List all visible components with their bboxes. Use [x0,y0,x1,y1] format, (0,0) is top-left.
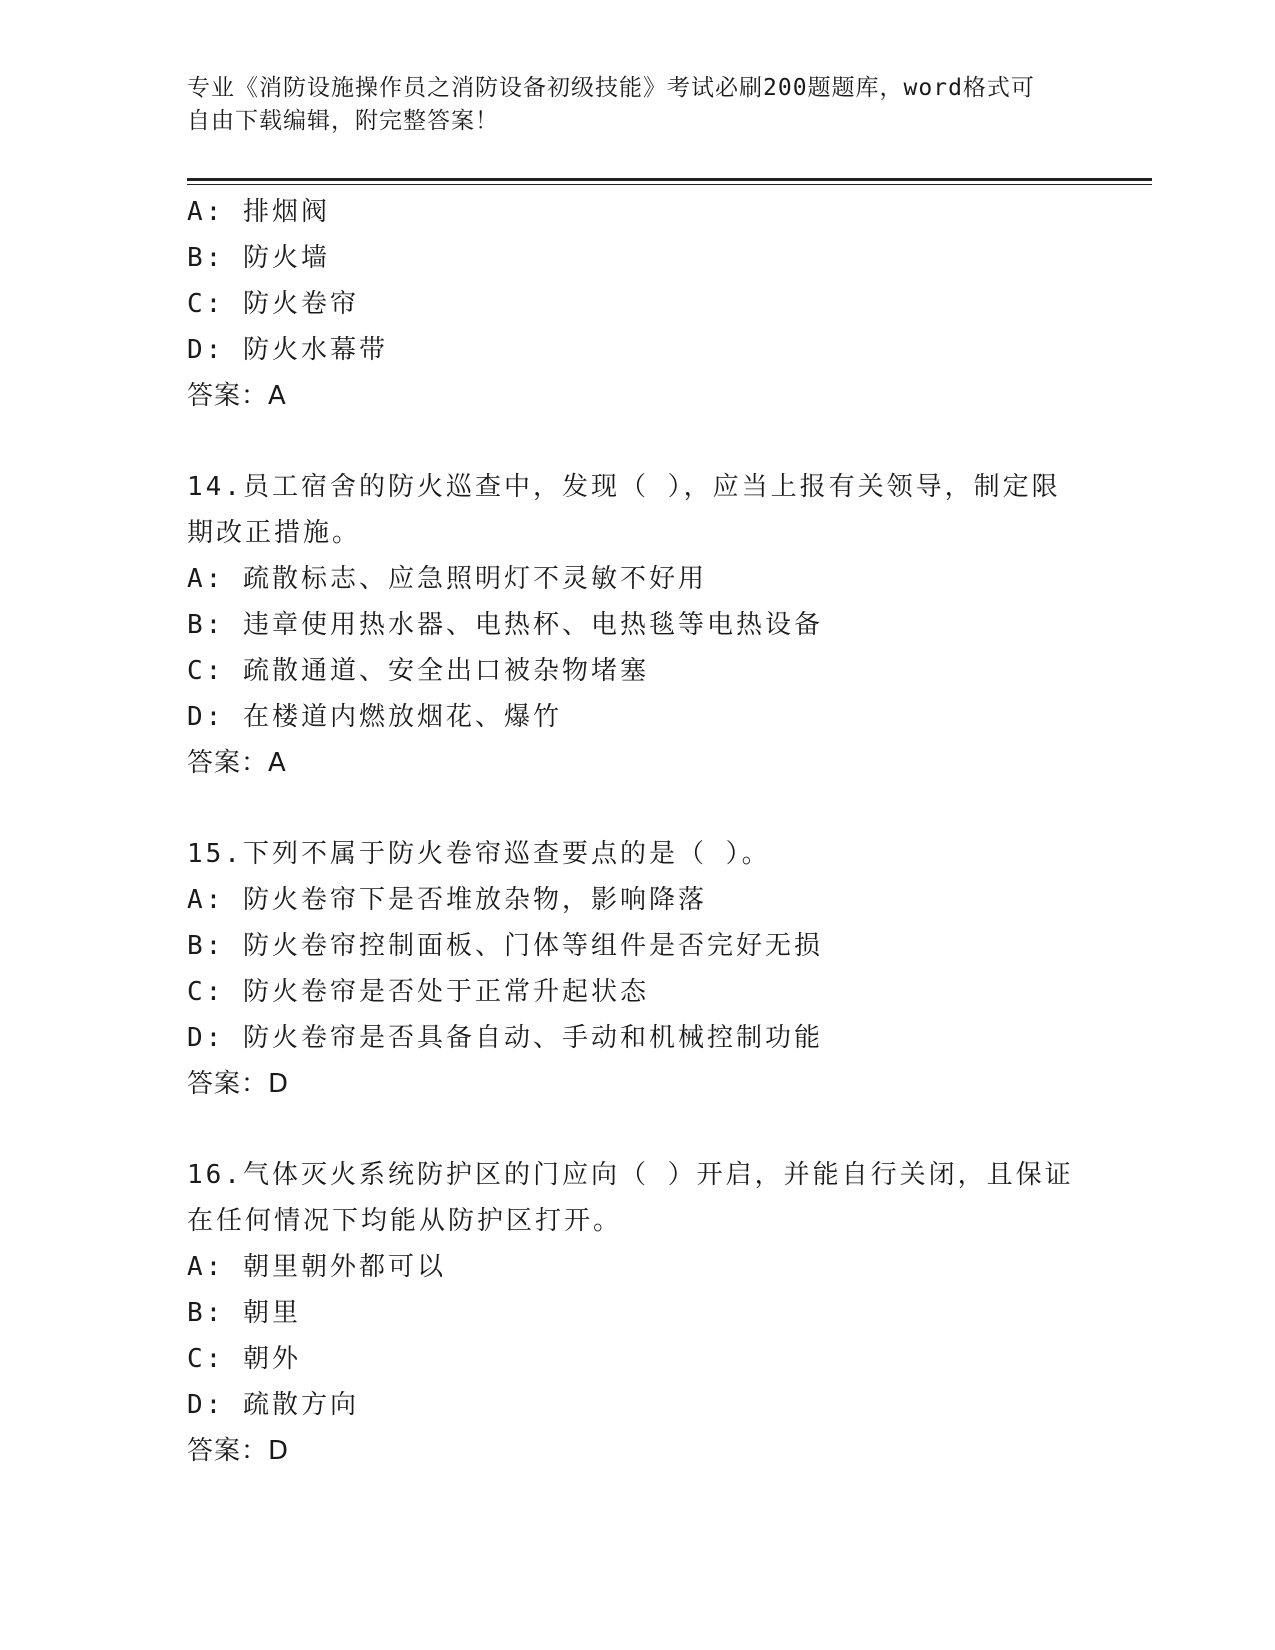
option-b: B: 朝里 [187,1298,301,1328]
option-d: D: 疏散方向 [187,1390,359,1420]
option-a: A: 防火卷帘下是否堆放杂物，影响降落 [187,885,707,915]
option-a: A: 排烟阀 [187,197,330,227]
option-c: C: 防火卷帘 [187,289,359,319]
option-c: C: 朝外 [187,1344,301,1374]
option-a: A: 朝里朝外都可以 [187,1252,446,1282]
answer: 答案：D [187,1069,290,1099]
header-rule-thick [187,178,1152,181]
question-16 [187,1152,1117,1474]
question-stem: 16.气体灭火系统防护区的门应向（ ）开启，并能自行关闭，且保证 [187,1160,1074,1190]
header-rule-thin [187,184,1152,185]
question-stem-cont: 在任何情况下均能从防护区打开。 [187,1206,623,1236]
option-b: B: 防火卷帘控制面板、门体等组件是否完好无损 [187,931,823,961]
question-15 [187,831,1117,1107]
option-b: B: 防火墙 [187,243,330,273]
header-line-1: 专业《消防设施操作员之消防设备初级技能》考试必刷200题题库，word格式可 [187,75,1035,101]
question-14 [187,464,1117,786]
header-line-2: 自由下载编辑，附完整答案！ [187,108,499,134]
option-d: D: 防火水幕带 [187,335,388,365]
question-13-tail [187,189,1117,419]
answer: 答案：D [187,1436,290,1466]
answer: 答案：A [187,748,287,778]
answer: 答案：A [187,381,287,411]
option-c: C: 疏散通道、安全出口被杂物堵塞 [187,656,649,686]
question-stem: 14.员工宿舍的防火巡查中，发现（ ），应当上报有关领导，制定限 [187,472,1061,502]
option-d: D: 在楼道内燃放烟花、爆竹 [187,702,562,732]
question-stem-cont: 期改正措施。 [187,518,362,548]
option-b: B: 违章使用热水器、电热杯、电热毯等电热设备 [187,610,823,640]
question-list [187,189,1117,1474]
option-d: D: 防火卷帘是否具备自动、手动和机械控制功能 [187,1023,823,1053]
document-header [187,72,1067,138]
option-a: A: 疏散标志、应急照明灯不灵敏不好用 [187,564,707,594]
option-c: C: 防火卷帘是否处于正常升起状态 [187,977,649,1007]
question-stem: 15.下列不属于防火卷帘巡查要点的是（ ）。 [187,839,771,869]
